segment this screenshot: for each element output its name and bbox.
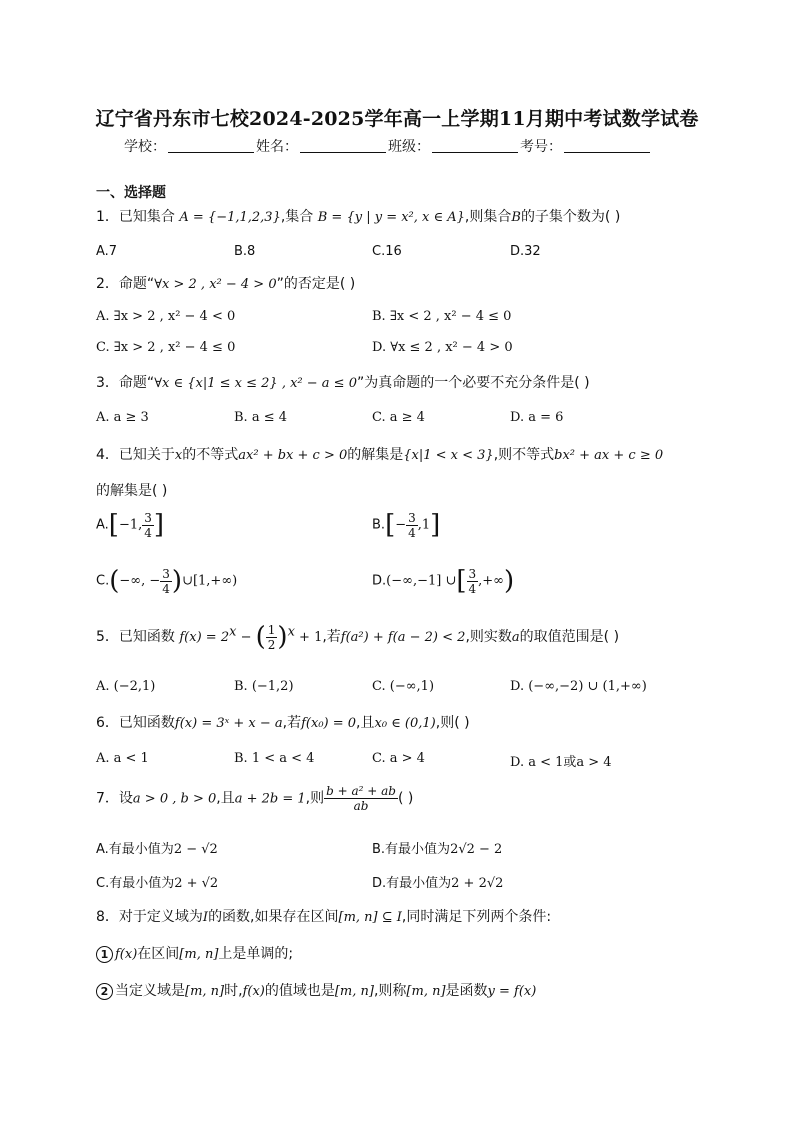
q5-f-left: f(x) = 2	[179, 630, 230, 645]
q8-c2-int3: [m, n]	[406, 984, 446, 999]
frac-num: 3	[408, 510, 416, 525]
frac-num: 3	[144, 510, 152, 525]
question-5	[96, 622, 619, 652]
q8-var: I	[202, 910, 209, 925]
question-2	[96, 273, 355, 293]
q2-text: 命题“	[118, 276, 155, 292]
q7-c-text: C.有最小值为	[96, 876, 175, 891]
question-4	[96, 444, 663, 464]
q7-b-text: B.有最小值为	[372, 842, 451, 857]
q4-option-d[interactable]	[372, 566, 514, 596]
q5-option-b[interactable]: B. (−1,2)	[234, 679, 294, 694]
q7-cond2: a + 2b = 1	[234, 791, 306, 807]
q6-text-d: ,则( )	[435, 715, 470, 731]
info-line	[124, 136, 652, 156]
q5-number: 5．	[96, 629, 119, 645]
class-label: 班级：	[388, 139, 430, 155]
q4-b-label: B.	[372, 517, 386, 533]
question-8	[96, 906, 551, 926]
q8-interval: [m, n] ⊆ I	[338, 910, 402, 925]
fraction	[142, 511, 154, 540]
q4-b-left: −	[395, 517, 407, 533]
q1-option-d[interactable]: D.32	[510, 244, 541, 259]
q8-number: 8．	[96, 909, 119, 925]
question-6	[96, 712, 470, 732]
q7-text: 设	[118, 790, 133, 807]
q7-d-expr: 2 + 2√2	[451, 876, 504, 891]
q7-a-expr: 2 − √2	[173, 842, 218, 857]
bracket-close: ]	[430, 510, 441, 540]
q2-option-b[interactable]: B. ∃x < 2 , x² − 4 ≤ 0	[372, 309, 512, 324]
q5-option-c[interactable]: C. (−∞,1)	[372, 679, 435, 694]
paren-close: )	[171, 566, 183, 596]
q2-option-a[interactable]: A. ∃x > 2 , x² − 4 < 0	[96, 309, 236, 324]
q1-text-b: ,集合	[280, 209, 314, 225]
school-blank[interactable]	[168, 138, 254, 153]
q1-text: 已知集合	[118, 209, 175, 225]
frac-num: 3	[162, 566, 170, 581]
q4-c-union: ∪[1,+∞)	[182, 573, 238, 589]
q4-b-right: ,1	[417, 517, 431, 533]
frac-num: 1	[267, 622, 276, 637]
q7-cond1: a > 0 , b > 0	[132, 791, 217, 807]
q5-text: 已知函数	[118, 629, 175, 645]
bracket-open: [	[456, 566, 467, 596]
frac-den: 4	[408, 525, 416, 540]
q4-var: x	[174, 448, 183, 463]
paren-open: (	[255, 622, 266, 652]
q4-line2: 的解集是( )	[96, 483, 168, 499]
q8-c2-text: 当定义域是	[115, 983, 185, 999]
q5-cond: f(a²) + f(a − 2) < 2	[340, 630, 466, 645]
q5-f-minus: −	[236, 630, 256, 645]
q4-d-label: D.	[372, 573, 387, 589]
q1-set-a: A = {−1,1,2,3}	[179, 210, 281, 225]
frac-den: ab	[353, 799, 369, 813]
q4-ineq2: bx² + ax + c ≥ 0	[554, 448, 664, 463]
q3-text-b: ”为真命题的一个必要不充分条件是( )	[356, 375, 590, 391]
q6-text-b: ,若	[282, 715, 302, 731]
q6-option-d[interactable]: D. a < 1或a > 4	[510, 755, 612, 770]
q3-expr: ∀x ∈ {x|1 ≤ x ≤ 2} , x² − a ≤ 0	[154, 376, 357, 391]
section-heading: 一、选择题	[96, 185, 166, 201]
q4-d-right: ,+∞	[478, 573, 504, 589]
q4-ineq1: ax² + bx + c > 0	[238, 448, 348, 463]
q1-number: 1．	[96, 209, 119, 225]
q5-f-exp: x	[229, 624, 237, 640]
number-label: 考号：	[520, 139, 562, 155]
q6-option-c[interactable]: C. a > 4	[372, 751, 425, 766]
q8-c1-int: [m, n]	[179, 947, 219, 962]
q2-option-c[interactable]: C. ∃x > 2 , x² − 4 ≤ 0	[96, 340, 236, 355]
page-title: 辽宁省丹东市七校2024-2025学年高一上学期11月期中考试数学试卷	[95, 108, 699, 130]
q7-option-b[interactable]	[372, 838, 502, 857]
q1-text-c: ,则集合	[464, 209, 512, 225]
fraction	[467, 567, 479, 596]
paren-close: )	[277, 622, 288, 652]
q5-text-c: ,则实数	[465, 629, 512, 645]
q5-text-d: 的取值范围是( )	[519, 629, 620, 645]
q7-c-expr: 2 + √2	[174, 876, 219, 891]
question-7	[96, 784, 413, 813]
circled-number-icon: 2	[96, 983, 113, 1000]
q8-c2-int2: [m, n]	[334, 984, 374, 999]
q8-text-b: 的函数,如果存在区间	[208, 909, 339, 925]
bracket-open: [	[385, 510, 396, 540]
q7-option-c[interactable]	[96, 872, 218, 891]
q3-text: 命题“	[118, 375, 155, 391]
q2-option-d[interactable]: D. ∀x ≤ 2 , x² − 4 > 0	[372, 340, 513, 355]
q7-b-expr: 2√2 − 2	[450, 842, 503, 857]
q8-c2-text-d: ,则称	[373, 983, 407, 999]
q7-option-a[interactable]	[96, 838, 218, 857]
q8-c2-int: [m, n]	[185, 984, 225, 999]
q3-option-b[interactable]: B. a ≤ 4	[234, 410, 287, 425]
q4-c-left: −∞, −	[119, 573, 161, 589]
q1-option-b[interactable]: B.8	[234, 244, 256, 259]
q8-condition-2	[96, 980, 536, 1000]
q4-option-c[interactable]	[96, 566, 237, 596]
q3-option-c[interactable]: C. a ≥ 4	[372, 410, 425, 425]
class-blank[interactable]	[432, 138, 518, 153]
q5-var: a	[511, 630, 520, 645]
q6-cond2: x₀ ∈ (0,1)	[374, 716, 436, 731]
frac-num: b + a² + ab	[326, 784, 396, 798]
q2-expr: ∀x > 2 , x² − 4 > 0	[154, 277, 277, 292]
question-3	[96, 372, 590, 392]
q8-c2-f: f(x)	[242, 984, 265, 999]
school-label: 学校：	[124, 139, 166, 155]
q1-text-d: 的子集个数为( )	[520, 209, 621, 225]
frac-den: 4	[468, 581, 477, 596]
q8-c1-f: f(x)	[115, 947, 138, 962]
q1-set-b: B = {y | y = x², x ∈ A}	[317, 210, 465, 225]
number-blank[interactable]	[564, 138, 650, 153]
q5-f-tail: + 1	[294, 630, 323, 645]
question-1	[96, 206, 620, 226]
q8-c1-text-b: 上是单调的;	[218, 946, 294, 962]
paren-open: (	[109, 566, 120, 596]
q4-text-c: 的解集是	[347, 447, 404, 463]
q4-option-b[interactable]	[372, 510, 440, 540]
q7-text-c: ,则	[305, 790, 325, 807]
q8-c2-text-c: 的值域也是	[264, 983, 335, 999]
q3-option-d[interactable]: D. a = 6	[510, 410, 564, 425]
q3-number: 3．	[96, 375, 119, 391]
q7-text-b: ,且	[216, 790, 235, 807]
name-blank[interactable]	[300, 138, 386, 153]
q6-text-c: ,且	[356, 715, 375, 731]
q6-number: 6．	[96, 715, 119, 731]
q5-f-exp2: x	[287, 624, 295, 640]
q6-option-a[interactable]: A. a < 1	[96, 751, 149, 766]
q8-c2-func: y = f(x)	[487, 984, 537, 999]
q4-option-a[interactable]	[96, 510, 164, 540]
q5-option-a[interactable]: A. (−2,1)	[96, 679, 156, 694]
q7-d-text: D.有最小值为	[372, 876, 452, 891]
q8-text-c: ,同时满足下列两个条件:	[401, 909, 552, 925]
frac-den: 2	[267, 637, 276, 652]
q4-number: 4．	[96, 447, 119, 463]
fraction	[266, 623, 278, 652]
q6-text: 已知函数	[118, 715, 175, 731]
name-label: 姓名：	[256, 139, 298, 155]
q4-text-d: ,则不等式	[493, 447, 555, 463]
q8-text: 对于定义域为	[118, 909, 203, 925]
bracket-close: ]	[153, 510, 165, 540]
q5-text-b: ,若	[322, 629, 341, 645]
q4-a-left: −1,	[118, 517, 143, 533]
frac-den: 4	[162, 581, 170, 596]
bracket-open: [	[108, 510, 119, 540]
q8-c2-text-e: 是函数	[445, 983, 488, 999]
q4-c-label: C.	[96, 573, 110, 589]
frac-num: 3	[468, 566, 477, 581]
q6-cond1: f(x₀) = 0	[301, 716, 357, 731]
q5-option-d[interactable]: D. (−∞,−2) ∪ (1,+∞)	[510, 679, 647, 694]
q4-a-label: A.	[96, 517, 109, 533]
q4-text-b: 的不等式	[182, 447, 239, 463]
q4-text: 已知关于	[118, 447, 175, 463]
fraction	[160, 567, 172, 596]
q6-func: f(x) = 3ˣ + x − a	[174, 716, 283, 731]
q1-option-a[interactable]: A.7	[96, 244, 118, 259]
circled-number-icon: 1	[96, 946, 113, 963]
q8-condition-1	[96, 943, 293, 963]
q7-text-d: ( )	[397, 790, 414, 807]
q2-number: 2．	[96, 276, 119, 292]
q7-option-d[interactable]	[372, 872, 503, 891]
paren-close: )	[504, 566, 515, 596]
q1-var: B	[511, 210, 521, 225]
frac-den: 4	[144, 525, 152, 540]
q7-a-text: A.有最小值为	[96, 842, 174, 857]
q6-option-b[interactable]: B. 1 < a < 4	[234, 751, 315, 766]
q7-number: 7．	[96, 790, 119, 807]
q4-set: {x|1 < x < 3}	[403, 448, 494, 463]
q8-c2-text-b: 时,	[224, 983, 243, 999]
q4-d-left: (−∞,−1] ∪	[386, 573, 457, 589]
q3-option-a[interactable]: A. a ≥ 3	[96, 410, 149, 425]
fraction	[406, 511, 418, 540]
q7-fraction	[324, 784, 398, 813]
q1-option-c[interactable]: C.16	[372, 244, 402, 259]
q2-text-b: ”的否定是( )	[276, 276, 356, 292]
q8-c1-text: 在区间	[137, 946, 180, 962]
